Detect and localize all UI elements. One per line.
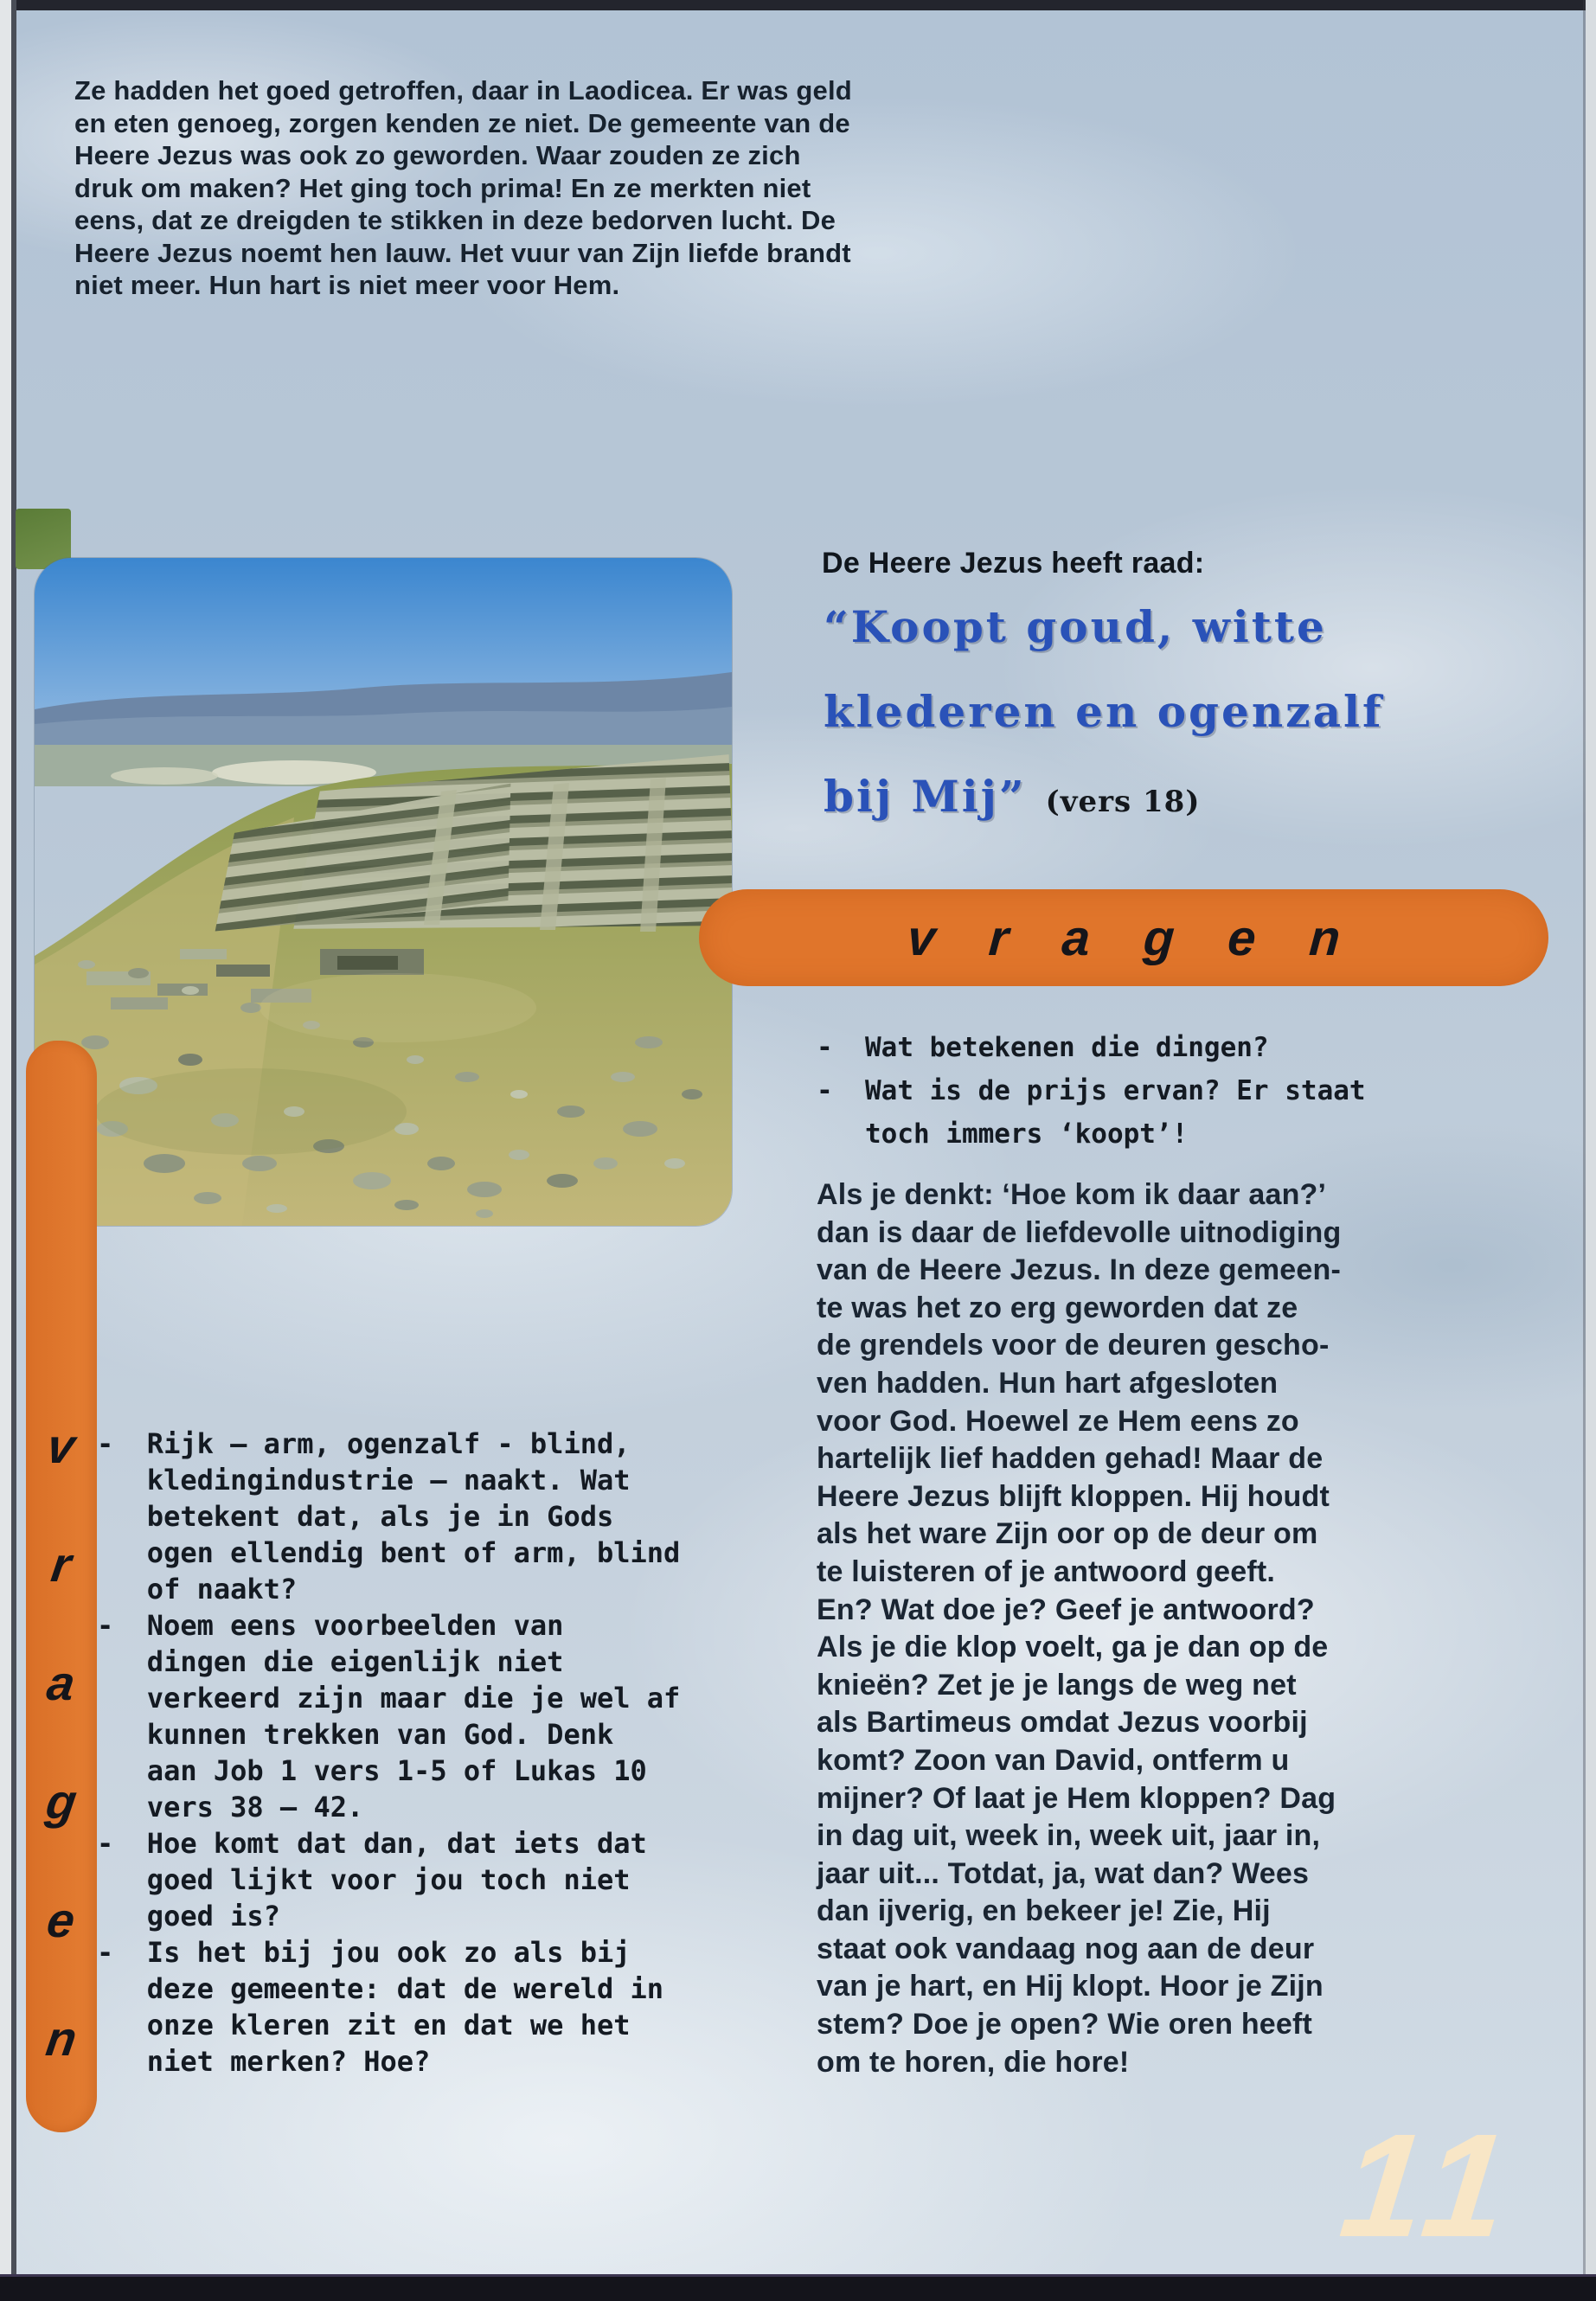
- text-line: dingen die eigenlijk niet: [97, 1645, 564, 1678]
- bible-quote-last-line: [824, 754, 1200, 839]
- text-line: hartelijk lief hadden gehad! Maar de: [817, 1442, 1324, 1476]
- text-line: staat ook vandaag nog aan de deur: [817, 1932, 1315, 1965]
- text-line: Als je die klop voelt, ga je dan op de: [817, 1631, 1329, 1664]
- text-line: te was het zo erg geworden dat ze: [817, 1291, 1298, 1324]
- text-line: r: [48, 1537, 75, 1592]
- advice-heading: De Heere Jezus heeft raad:: [822, 547, 1205, 580]
- intro-paragraph: [74, 74, 870, 302]
- verse-reference: (vers 18): [1045, 785, 1201, 819]
- page-number: 11: [1334, 2104, 1525, 2268]
- text-line: Heere Jezus blijft kloppen. Hij houdt: [817, 1479, 1330, 1513]
- text-line: komt? Zoon van David, ontferm u: [817, 1743, 1290, 1777]
- text-line: “Koopt goud, witte: [824, 601, 1327, 652]
- text-line: stem? Doe je open? Wie oren heeft: [817, 2008, 1313, 2041]
- text-line: En? Wat doe je? Geef je antwoord?: [817, 1593, 1315, 1626]
- text-line: kledingindustrie – naakt. Wat: [97, 1464, 631, 1497]
- text-line: dan ijverig, en bekeer je! Zie, Hij: [817, 1894, 1271, 1928]
- text-line: van de Heere Jezus. In deze gemeen-: [817, 1253, 1342, 1287]
- text-line: e: [43, 1893, 80, 1947]
- vragen-banner: [699, 889, 1548, 986]
- text-line: g: [42, 1774, 80, 1829]
- text-line: eens, dat ze dreigden te stikken in deze bedorven lucht. De: [74, 205, 836, 235]
- text-line: of naakt?: [97, 1573, 298, 1606]
- text-line: Ze hadden het goed getroffen, daar in Laodicea. Er was geld: [74, 75, 852, 106]
- vragen-sidebar-letters: [26, 1041, 97, 2098]
- scan-edge-right: [1586, 0, 1596, 2301]
- text-line: toch immers ‘koopt’!: [817, 1118, 1189, 1150]
- text-line: - Rijk – arm, ogenzalf - blind,: [97, 1427, 631, 1460]
- text-line: goed lijkt voor jou toch niet: [97, 1863, 631, 1896]
- text-line: mijner? Of laat je Hem kloppen? Dag: [817, 1781, 1336, 1815]
- text-line: ogen ellendig bent of arm, blind: [97, 1536, 681, 1569]
- left-question-list: [97, 1426, 680, 2080]
- scan-edge-left: [11, 0, 16, 2301]
- text-line: van je hart, en Hij klopt. Hoor je Zijn: [817, 1970, 1324, 2003]
- text-line: om te horen, die hore!: [817, 2045, 1130, 2079]
- text-line: niet merken? Hoe?: [97, 2045, 431, 2078]
- text-line: als het ware Zijn oor op de deur om: [817, 1517, 1318, 1551]
- main-paragraph: [817, 1176, 1526, 2081]
- text-line: - Wat betekenen die dingen?: [817, 1032, 1269, 1063]
- text-line: n: [42, 2011, 80, 2066]
- text-line: kunnen trekken van God. Denk: [97, 1718, 614, 1751]
- text-line: als Bartimeus omdat Jezus voorbij: [817, 1706, 1308, 1740]
- text-line: betekent dat, als je in Gods: [97, 1500, 614, 1533]
- text-line: aan Job 1 vers 1-5 of Lukas 10: [97, 1754, 647, 1787]
- text-line: druk om maken? Het ging toch prima! En ze merkten niet: [74, 172, 811, 203]
- laodicea-theatre-photo: [35, 558, 732, 1226]
- text-line: - Is het bij jou ook zo als bij: [97, 1936, 631, 1969]
- scan-margin-left: [0, 0, 11, 2301]
- text-line: en eten genoeg, zorgen kenden ze niet. De gemeente van de: [74, 107, 850, 138]
- text-line: - Noem eens voorbeelden van: [97, 1609, 564, 1642]
- vragen-sidebar-bar: [26, 1041, 97, 2132]
- text-line: vers 38 – 42.: [97, 1791, 364, 1823]
- banner-question-list: [817, 1026, 1366, 1156]
- text-line: deze gemeente: dat de wereld in: [97, 1972, 664, 2005]
- text-line: Heere Jezus noemt hen lauw. Het vuur van Zijn liefde brandt: [74, 237, 851, 268]
- text-line: te luisteren of je antwoord geeft.: [817, 1554, 1276, 1588]
- bible-quote: [824, 585, 1550, 754]
- text-line: jaar uit... Totdat, ja, wat dan? Wees: [817, 1856, 1310, 1890]
- text-line: Als je denkt: ‘Hoe kom ik daar aan?’: [817, 1178, 1327, 1211]
- text-line: dan is daar de liefdevolle uitnodiging: [817, 1215, 1342, 1249]
- ruins-illustration: [35, 558, 732, 1226]
- text-line: ven hadden. Hun hart afgesloten: [817, 1366, 1279, 1400]
- text-line: niet meer. Hun hart is niet meer voor Hem.: [74, 270, 620, 300]
- text-line: a: [43, 1656, 80, 1710]
- text-line: verkeerd zijn maar die je wel af: [97, 1682, 681, 1715]
- text-line: voor God. Hoewel ze Hem eens zo: [817, 1404, 1299, 1438]
- scan-edge-top: [0, 0, 1596, 10]
- text-line: Heere Jezus was ook zo geworden. Waar zouden ze zich: [74, 140, 801, 170]
- bible-quote-text: bij Mij”: [824, 771, 1027, 822]
- text-line: goed is?: [97, 1900, 280, 1932]
- scan-edge-bottom: [0, 2277, 1596, 2301]
- text-line: in dag uit, week in, week uit, jaar in,: [817, 1819, 1321, 1853]
- text-line: - Wat is de prijs ervan? Er staat: [817, 1075, 1366, 1106]
- text-line: knieën? Zet je je langs de weg net: [817, 1668, 1297, 1702]
- text-line: onze kleren zit en dat we het: [97, 2009, 631, 2041]
- text-line: klederen en ogenzalf: [824, 686, 1384, 737]
- vragen-banner-label: vragen: [905, 909, 1396, 966]
- text-line: de grendels voor de deuren gescho-: [817, 1329, 1330, 1362]
- text-line: v: [43, 1419, 80, 1473]
- text-line: - Hoe komt dat dan, dat iets dat: [97, 1827, 647, 1860]
